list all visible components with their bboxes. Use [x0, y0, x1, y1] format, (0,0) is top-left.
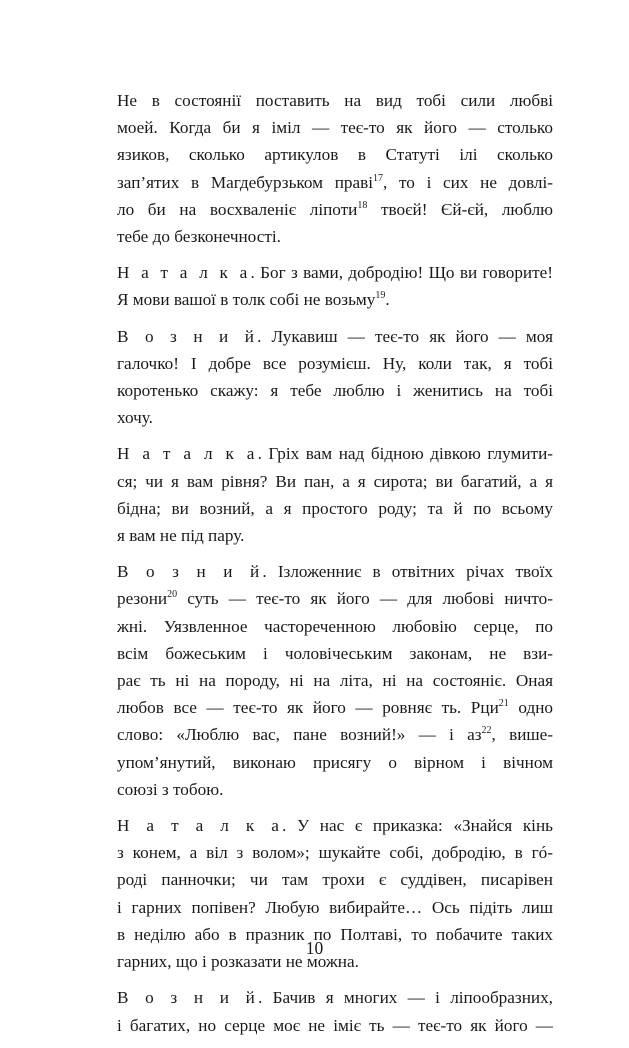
footnote-ref-20: 20 — [167, 589, 178, 601]
page-number: 10 — [305, 938, 324, 958]
speaker-name: Н а т а л к а — [117, 444, 258, 464]
paragraph-7 — [117, 984, 553, 1038]
footnote-ref-18: 18 — [357, 199, 368, 211]
text-line: Н а т а л к а. Гріх вам над бідною дівкою глумити- — [117, 444, 553, 464]
text-line: В о з н и й. Лукавиш — теє-то як його — моя — [117, 326, 553, 346]
paragraph-1 — [117, 87, 553, 250]
text-line: галочко! І добре все розумієш. Ну, коли так, я тобі — [117, 353, 553, 373]
text-line: Не в состоянії поставить на вид тобі сили любві — [117, 91, 553, 110]
footnote-ref-19: 19 — [375, 290, 386, 302]
paragraph-5 — [117, 558, 553, 803]
text-line: В о з н и й. Бачив я многих — і ліпообразних, — [117, 988, 553, 1008]
footnote-ref-21: 21 — [498, 698, 509, 710]
speaker-name: В о з н и й — [117, 988, 259, 1008]
text-line: В о з н и й. Ізложенниє в отвітних річах твоїх — [117, 562, 553, 582]
speaker-name: Н а т а л к а — [117, 816, 283, 836]
text-line: гарних, що і розказати не можна. — [117, 952, 359, 972]
text-line: жні. Уязвленное частореченною любовію серце, по — [117, 616, 553, 636]
text-line: союзі з тобою. — [117, 779, 224, 799]
text-line: і гарних попівен? Любую вибирайте… Ось підіть лиш — [117, 897, 553, 917]
footnote-ref-22: 22 — [481, 725, 492, 737]
text-line: Н а т а л к а. Бог з вами, добродію! Що ви говорите! — [117, 263, 553, 283]
speaker-name: В о з н и й — [117, 326, 258, 346]
text-line: любов все — теє-то як його — ровняє ть. Рци$^{21}$ одно — [117, 698, 554, 718]
text-line: бідна; ви возний, а я простого роду; та й по всьому — [117, 498, 553, 518]
text-line: коротенько скажу: я тебе люблю і женитись на тобі — [117, 381, 553, 401]
text-line: роді панночки; чи там трохи є суддівен, писарівен — [117, 870, 553, 890]
paragraph-4 — [117, 440, 553, 549]
text-line: хочу. — [117, 408, 153, 428]
text-line: ся; чи я вам рівня? Ви пан, а я сирота; ви багатий, а я — [117, 471, 553, 491]
text-line: з конем, а віл з волом»; шукайте собі, добродію, в гó- — [117, 843, 553, 863]
page-body — [117, 87, 553, 1048]
text-line: рає ть ні на породу, ні на літа, ні на состояніє. Оная — [117, 671, 553, 691]
text-line: всім божеським і чоловічеським законам, не взи- — [117, 643, 553, 663]
text-line: Н а т а л к а. У нас є приказка: «Знайся кінь — [117, 816, 553, 836]
text-line: слово: «Люблю вас, пане возний!» — і $аз^{22}$, више- — [117, 725, 553, 745]
speaker-name: Н а т а л к а — [117, 263, 251, 283]
footnote-ref-17: 17 — [373, 172, 384, 184]
text-line: Я мови вашої в толк собі не возьму$^{19}$. — [117, 290, 390, 310]
text-line: язиков, сколько артикулов в Статуті ілі сколько — [117, 145, 553, 165]
text-line: в неділю або в празник по Полтаві, то побачите таких — [117, 924, 553, 944]
speaker-name: В о з н и й — [117, 562, 263, 582]
paragraph-3 — [117, 323, 553, 432]
text-line: тебе до безконечності. — [117, 227, 281, 247]
text-line: резони$^{20}$ суть — теє-то як його — для любові ничто- — [117, 589, 553, 609]
text-line: я вам не під пару. — [117, 526, 245, 546]
text-line: і багатих, но серце моє не іміє ть — теє-то як його — — [117, 1015, 553, 1035]
text-line: зап’ятих в Магдебурзьком праві$^{17}$, то і сих не довлі- — [117, 172, 553, 192]
text-line: моей. Когда би я іміл — теє-то як його — столько — [117, 118, 553, 138]
text-line: ло би на восхваленіє ліпоти$^{18}$ твоєй! Єй-єй, люблю — [117, 199, 553, 219]
text-line: упом’янутий, виконаю присягу о вірном і вічном — [117, 752, 553, 772]
paragraph-2 — [117, 259, 553, 313]
